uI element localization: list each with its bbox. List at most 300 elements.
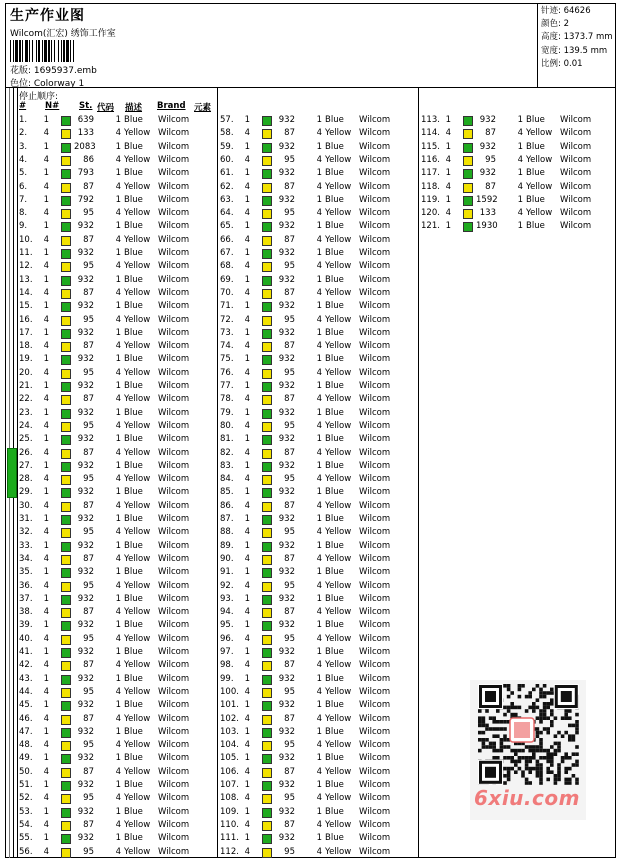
row-description: Blue [325,460,344,471]
table-row [220,314,410,327]
row-index: 59. [220,141,234,152]
color-swatch [262,129,272,139]
row-brand: Wilcom [359,660,391,671]
row-stitches: 87 [83,660,94,671]
color-swatch [61,635,71,645]
row-index: 30. [19,500,33,511]
row-brand: Wilcom [158,261,190,272]
row-needle: 4 [445,154,451,165]
row-code: 1 [517,221,523,232]
color-swatch [262,276,272,286]
row-brand: Wilcom [158,221,190,232]
row-brand: Wilcom [158,567,190,578]
row-brand: Wilcom [158,208,190,219]
row-index: 90. [220,553,234,564]
color-swatch [262,515,272,525]
row-code: 1 [316,248,322,258]
row-index: 104. [220,740,239,751]
color-swatch [61,608,71,618]
color-swatch [463,222,473,232]
row-index: 39. [19,620,33,631]
row-description: Yellow [124,314,151,325]
row-needle: 1 [43,700,49,711]
table-row [19,234,209,247]
row-code: 1 [115,194,121,205]
row-needle: 4 [445,208,451,219]
row-code: 4 [115,314,121,325]
row-description: Yellow [124,394,151,405]
row-needle: 1 [43,354,49,365]
table-row [421,154,611,167]
row-code: 1 [316,647,322,657]
row-brand: Wilcom [359,846,391,857]
color-swatch [61,661,71,671]
spec-scale: 比例: 0.01 [541,58,583,69]
row-code: 4 [517,154,523,165]
color-swatch [262,621,272,631]
row-index: 75. [220,354,234,365]
row-index: 29. [19,487,33,498]
row-brand: Wilcom [359,115,391,125]
row-description: Yellow [124,261,151,272]
row-needle: 1 [244,327,250,338]
color-swatch [262,262,272,272]
row-code: 4 [115,633,121,644]
row-index: 103. [220,726,239,737]
table-row [19,314,209,327]
color-swatch [61,395,71,405]
row-brand: Wilcom [560,194,592,205]
table-row [19,260,209,273]
row-description: Yellow [325,154,352,165]
row-description: Blue [124,806,143,817]
row-stitches: 95 [284,527,295,538]
row-stitches: 95 [284,314,295,325]
row-brand: Wilcom [158,686,190,697]
table-row [19,726,209,739]
row-stitches: 87 [485,181,496,192]
table-row [19,194,209,207]
table-row [19,420,209,433]
color-swatch [61,848,71,858]
color-swatch [61,715,71,725]
row-index: 102. [220,713,239,724]
row-brand: Wilcom [158,726,190,737]
color-swatch [262,568,272,578]
table-row [220,260,410,273]
row-stitches: 932 [278,700,295,711]
row-code: 4 [316,793,322,804]
row-needle: 1 [244,540,250,551]
row-description: Blue [124,673,143,684]
table-row [220,194,410,207]
row-index: 85. [220,487,234,498]
color-swatch [262,675,272,685]
color-swatch [61,435,71,445]
table-row [19,181,209,194]
row-stitches: 133 [77,128,94,139]
table-row [19,300,209,313]
row-index: 108. [220,793,239,804]
table-row [220,566,410,579]
table-row [19,433,209,446]
row-index: 116. [421,154,440,165]
row-index: 114. [421,128,440,139]
color-swatch [262,754,272,764]
row-description: Blue [124,168,143,179]
row-code: 1 [115,141,121,152]
row-stitches: 87 [83,287,94,298]
row-index: 5. [19,168,28,179]
row-description: Yellow [526,181,553,192]
row-needle: 4 [244,367,250,378]
row-description: Blue [325,487,344,498]
color-swatch [61,422,71,432]
table-row [220,181,410,194]
color-swatch [61,568,71,578]
row-index: 27. [19,460,33,471]
row-code: 1 [115,726,121,737]
row-code: 4 [115,686,121,697]
color-swatch [463,143,473,153]
row-index: 13. [19,274,33,285]
row-description: Yellow [124,367,151,378]
row-brand: Wilcom [359,327,391,338]
row-stitches: 932 [278,434,295,445]
row-stitches: 932 [77,673,94,684]
row-needle: 4 [244,553,250,564]
row-brand: Wilcom [359,381,391,391]
row-needle: 4 [244,394,250,405]
row-stitches: 87 [83,447,94,458]
row-code: 4 [316,287,322,298]
row-description: Yellow [124,713,151,724]
color-swatch [262,542,272,552]
table-row [220,752,410,765]
color-swatch [463,169,473,179]
row-description: Blue [124,248,143,258]
row-stitches: 95 [284,154,295,165]
color-swatch [61,129,71,139]
table-row [19,500,209,513]
row-needle: 4 [244,713,250,724]
row-needle: 4 [244,793,250,804]
table-row [220,247,410,260]
row-brand: Wilcom [359,420,391,431]
row-description: Yellow [124,341,151,352]
row-needle: 4 [43,447,49,458]
row-brand: Wilcom [359,447,391,458]
table-row [220,447,410,460]
row-index: 45. [19,700,33,711]
color-swatch [61,169,71,179]
row-stitches: 932 [479,141,496,152]
color-swatch [262,342,272,352]
row-description: Yellow [124,633,151,644]
row-stitches: 87 [485,128,496,139]
row-brand: Wilcom [359,301,391,312]
row-needle: 1 [244,301,250,312]
color-swatch [61,196,71,206]
row-brand: Wilcom [359,633,391,644]
table-row [220,713,410,726]
row-description: Yellow [325,527,352,538]
row-code: 1 [316,487,322,498]
row-needle: 4 [244,527,250,538]
table-row [19,287,209,300]
row-brand: Wilcom [560,128,592,139]
row-needle: 4 [244,314,250,325]
row-code: 1 [115,593,121,604]
row-needle: 1 [244,593,250,604]
spec-height: 高度: 1373.7 mm [541,32,613,43]
row-brand: Wilcom [158,194,190,205]
row-stitches: 932 [278,460,295,471]
row-needle: 4 [43,394,49,405]
row-index: 98. [220,660,234,671]
table-row [19,566,209,579]
row-index: 40. [19,633,33,644]
row-needle: 4 [244,819,250,830]
row-stitches: 932 [77,354,94,365]
row-stitches: 932 [278,141,295,152]
color-swatch [262,116,272,126]
row-needle: 1 [43,806,49,817]
row-code: 4 [115,527,121,538]
row-code: 4 [115,287,121,298]
barcode-image [10,40,122,62]
row-needle: 1 [43,833,49,844]
row-brand: Wilcom [359,607,391,618]
row-code: 4 [316,181,322,192]
row-index: 79. [220,407,234,418]
row-code: 1 [115,647,121,657]
row-index: 16. [19,314,33,325]
row-stitches: 932 [77,407,94,418]
row-stitches: 95 [284,420,295,431]
color-swatch [61,222,71,232]
row-code: 4 [316,580,322,591]
table-row [220,619,410,632]
row-description: Blue [124,540,143,551]
row-needle: 1 [43,301,49,312]
row-brand: Wilcom [560,168,592,179]
row-stitches: 87 [83,553,94,564]
row-code: 4 [115,367,121,378]
color-swatch [61,648,71,658]
row-needle: 4 [43,208,49,219]
row-index: 105. [220,753,239,764]
row-index: 111. [220,833,239,844]
row-stitches: 87 [83,500,94,511]
table-row [220,580,410,593]
table-row [19,699,209,712]
row-code: 1 [517,141,523,152]
row-brand: Wilcom [359,806,391,817]
row-needle: 4 [244,128,250,139]
row-brand: Wilcom [158,381,190,391]
table-row [421,220,611,233]
row-code: 4 [316,607,322,618]
row-stitches: 932 [77,460,94,471]
row-brand: Wilcom [359,593,391,604]
table-row [220,633,410,646]
row-brand: Wilcom [158,593,190,604]
color-swatch [262,741,272,751]
row-index: 1. [19,115,28,125]
table-row [19,752,209,765]
row-needle: 4 [244,766,250,777]
row-brand: Wilcom [158,540,190,551]
row-needle: 1 [244,806,250,817]
color-swatch [262,715,272,725]
row-needle: 4 [43,474,49,485]
table-row [19,806,209,819]
table-row [19,646,209,659]
row-code: 4 [115,660,121,671]
row-stitches: 932 [479,115,496,125]
row-stitches: 932 [77,620,94,631]
row-index: 20. [19,367,33,378]
row-code: 4 [115,154,121,165]
row-needle: 4 [244,660,250,671]
row-brand: Wilcom [359,367,391,378]
table-row [19,673,209,686]
row-description: Yellow [124,553,151,564]
row-brand: Wilcom [158,234,190,245]
table-row [220,739,410,752]
row-needle: 1 [244,221,250,232]
row-brand: Wilcom [158,527,190,538]
row-index: 117. [421,168,440,179]
stop-sequence-title: 停止顺序: [19,92,59,102]
row-stitches: 932 [77,274,94,285]
row-needle: 1 [244,434,250,445]
row-code: 4 [115,208,121,219]
row-code: 1 [115,460,121,471]
table-row [19,686,209,699]
row-stitches: 95 [83,793,94,804]
table-row [19,393,209,406]
row-stitches: 87 [284,819,295,830]
row-description: Blue [325,833,344,844]
color-swatch [61,502,71,512]
row-index: 77. [220,381,234,391]
row-description: Yellow [325,341,352,352]
row-needle: 1 [244,248,250,258]
row-code: 4 [316,208,322,219]
color-swatch [61,462,71,472]
row-stitches: 932 [77,221,94,232]
color-swatch [61,143,71,153]
row-code: 4 [115,766,121,777]
row-code: 1 [115,673,121,684]
row-code: 1 [316,301,322,312]
row-description: Yellow [325,234,352,245]
row-needle: 4 [43,128,49,139]
row-description: Yellow [325,394,352,405]
row-stitches: 95 [83,261,94,272]
row-needle: 4 [43,500,49,511]
row-needle: 1 [244,514,250,524]
row-description: Blue [124,301,143,312]
row-index: 50. [19,766,33,777]
color-swatch [262,355,272,365]
row-code: 1 [316,460,322,471]
row-code: 4 [115,846,121,857]
col-header-description: 描述 [125,103,143,113]
table-row [220,380,410,393]
row-stitches: 95 [83,367,94,378]
row-brand: Wilcom [158,154,190,165]
color-swatch [262,582,272,592]
row-code: 1 [316,221,322,232]
row-needle: 4 [43,314,49,325]
row-index: 26. [19,447,33,458]
row-description: Yellow [124,607,151,618]
row-brand: Wilcom [158,740,190,751]
color-swatch [61,808,71,818]
color-swatch [262,661,272,671]
row-needle: 1 [244,407,250,418]
table-row [220,127,410,140]
row-stitches: 932 [278,274,295,285]
color-swatch [61,183,71,193]
company-name: Wilcom(汇宏) 绣饰工作室 [10,29,116,39]
row-brand: Wilcom [359,248,391,258]
row-index: 82. [220,447,234,458]
color-swatch [61,409,71,419]
table-row [220,526,410,539]
row-needle: 1 [43,221,49,232]
table-row [220,699,410,712]
row-code: 4 [115,261,121,272]
row-brand: Wilcom [359,407,391,418]
row-brand: Wilcom [158,607,190,618]
row-stitches: 932 [77,593,94,604]
row-needle: 1 [445,221,451,232]
row-description: Yellow [325,287,352,298]
row-stitches: 95 [284,686,295,697]
row-description: Blue [325,434,344,445]
row-code: 1 [316,274,322,285]
row-needle: 1 [43,487,49,498]
row-stitches: 95 [83,740,94,751]
row-index: 83. [220,460,234,471]
row-stitches: 932 [77,780,94,790]
row-description: Yellow [325,607,352,618]
row-code: 1 [517,115,523,125]
row-needle: 1 [43,514,49,524]
row-description: Blue [526,115,545,125]
row-brand: Wilcom [158,274,190,285]
row-needle: 1 [244,194,250,205]
row-needle: 1 [445,194,451,205]
row-brand: Wilcom [158,580,190,591]
table-row [220,420,410,433]
row-needle: 4 [445,181,451,192]
row-stitches: 2083 [74,141,96,152]
row-brand: Wilcom [158,181,190,192]
row-stitches: 932 [278,753,295,764]
row-index: 38. [19,607,33,618]
row-brand: Wilcom [359,208,391,219]
table-row [220,846,410,859]
column-divider [217,88,218,858]
row-index: 51. [19,780,33,790]
table-row [19,739,209,752]
row-index: 99. [220,673,234,684]
